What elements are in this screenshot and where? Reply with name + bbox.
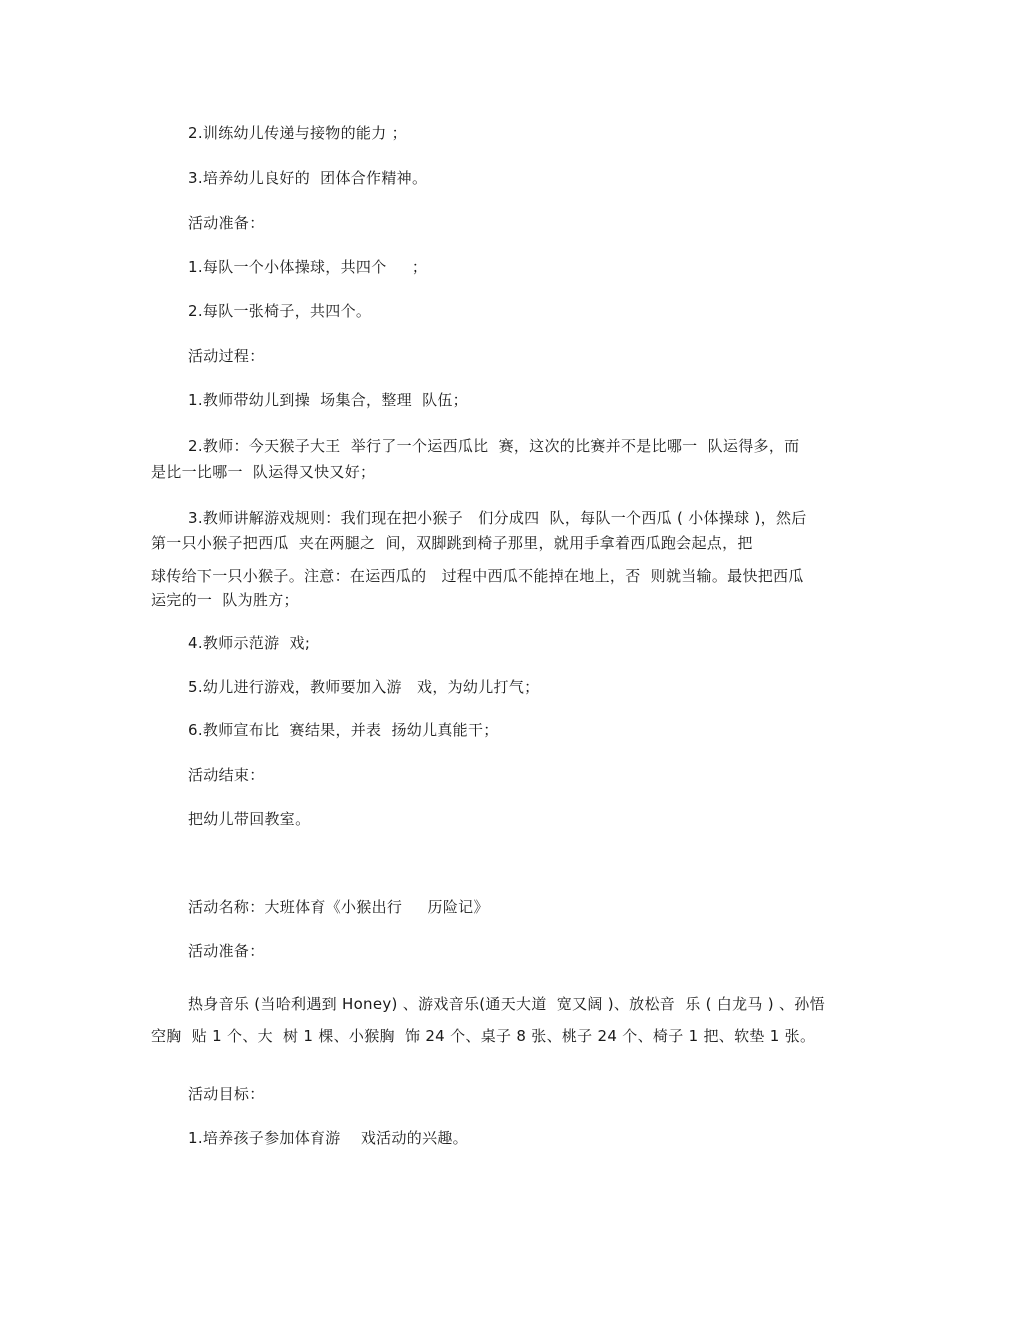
- activity-name: 活动名称：大班体育《小猴出行 历险记》: [188, 898, 489, 916]
- goal-item-2: 2.训练幼儿传递与接物的能力 ；: [188, 124, 407, 142]
- end-item: 把幼儿带回教室。: [188, 810, 311, 828]
- goal-item-1: 1.培养孩子参加体育游 戏活动的兴趣。: [188, 1129, 468, 1147]
- materials-line-1: 热身音乐 (当哈利遇到 Honey) 、游戏音乐(通天大道 宽又阔 )、放松音 乐 ( 白龙马 ) 、孙悟: [188, 995, 825, 1013]
- section-heading-process: 活动过程：: [188, 347, 265, 365]
- goal-item-3: 3.培养幼儿良好的 团体合作精神。: [188, 169, 428, 187]
- process-item-2-line-2: 是比一比哪一 队运得又快又好；: [151, 463, 376, 481]
- process-item-5: 5.幼儿进行游戏，教师要加入游 戏，为幼儿打气；: [188, 678, 540, 696]
- section-heading-prep-2: 活动准备：: [188, 942, 265, 960]
- process-item-4: 4.教师示范游 戏;: [188, 634, 311, 652]
- process-item-3-line-3: 球传给下一只小猴子。注意：在运西瓜的 过程中西瓜不能掉在地上，否 则就当输。最快把西瓜: [151, 567, 804, 585]
- section-heading-end: 活动结束：: [188, 766, 265, 784]
- process-item-6: 6.教师宣布比 赛结果，并表 扬幼儿真能干；: [188, 721, 499, 739]
- prep-item-1: 1.每队一个小体操球，共四个 ；: [188, 258, 428, 276]
- section-heading-goals: 活动目标：: [188, 1085, 265, 1103]
- section-heading-prep: 活动准备：: [188, 214, 265, 232]
- materials-line-2: 空胸 贴 1 个、大 树 1 棵、小猴胸 饰 24 个、桌子 8 张、桃子 24 个、椅子 1 把、软垫 1 张。: [151, 1027, 816, 1045]
- process-item-3-line-2: 第一只小猴子把西瓜 夹在两腿之 间，双脚跳到椅子那里，就用手拿着西瓜跑会起点，把: [151, 534, 753, 552]
- process-item-1: 1.教师带幼儿到操 场集合，整理 队伍；: [188, 391, 468, 409]
- process-item-3-line-1: 3.教师讲解游戏规则：我们现在把小猴子 们分成四 队，每队一个西瓜 ( 小体操球 )，然后: [188, 509, 807, 527]
- process-item-2-line-1: 2.教师：今天猴子大王 举行了一个运西瓜比 赛，这次的比赛并不是比哪一 队运得多，而: [188, 437, 800, 455]
- process-item-3-line-4: 运完的一 队为胜方；: [151, 591, 299, 609]
- prep-item-2: 2.每队一张椅子，共四个。: [188, 302, 372, 320]
